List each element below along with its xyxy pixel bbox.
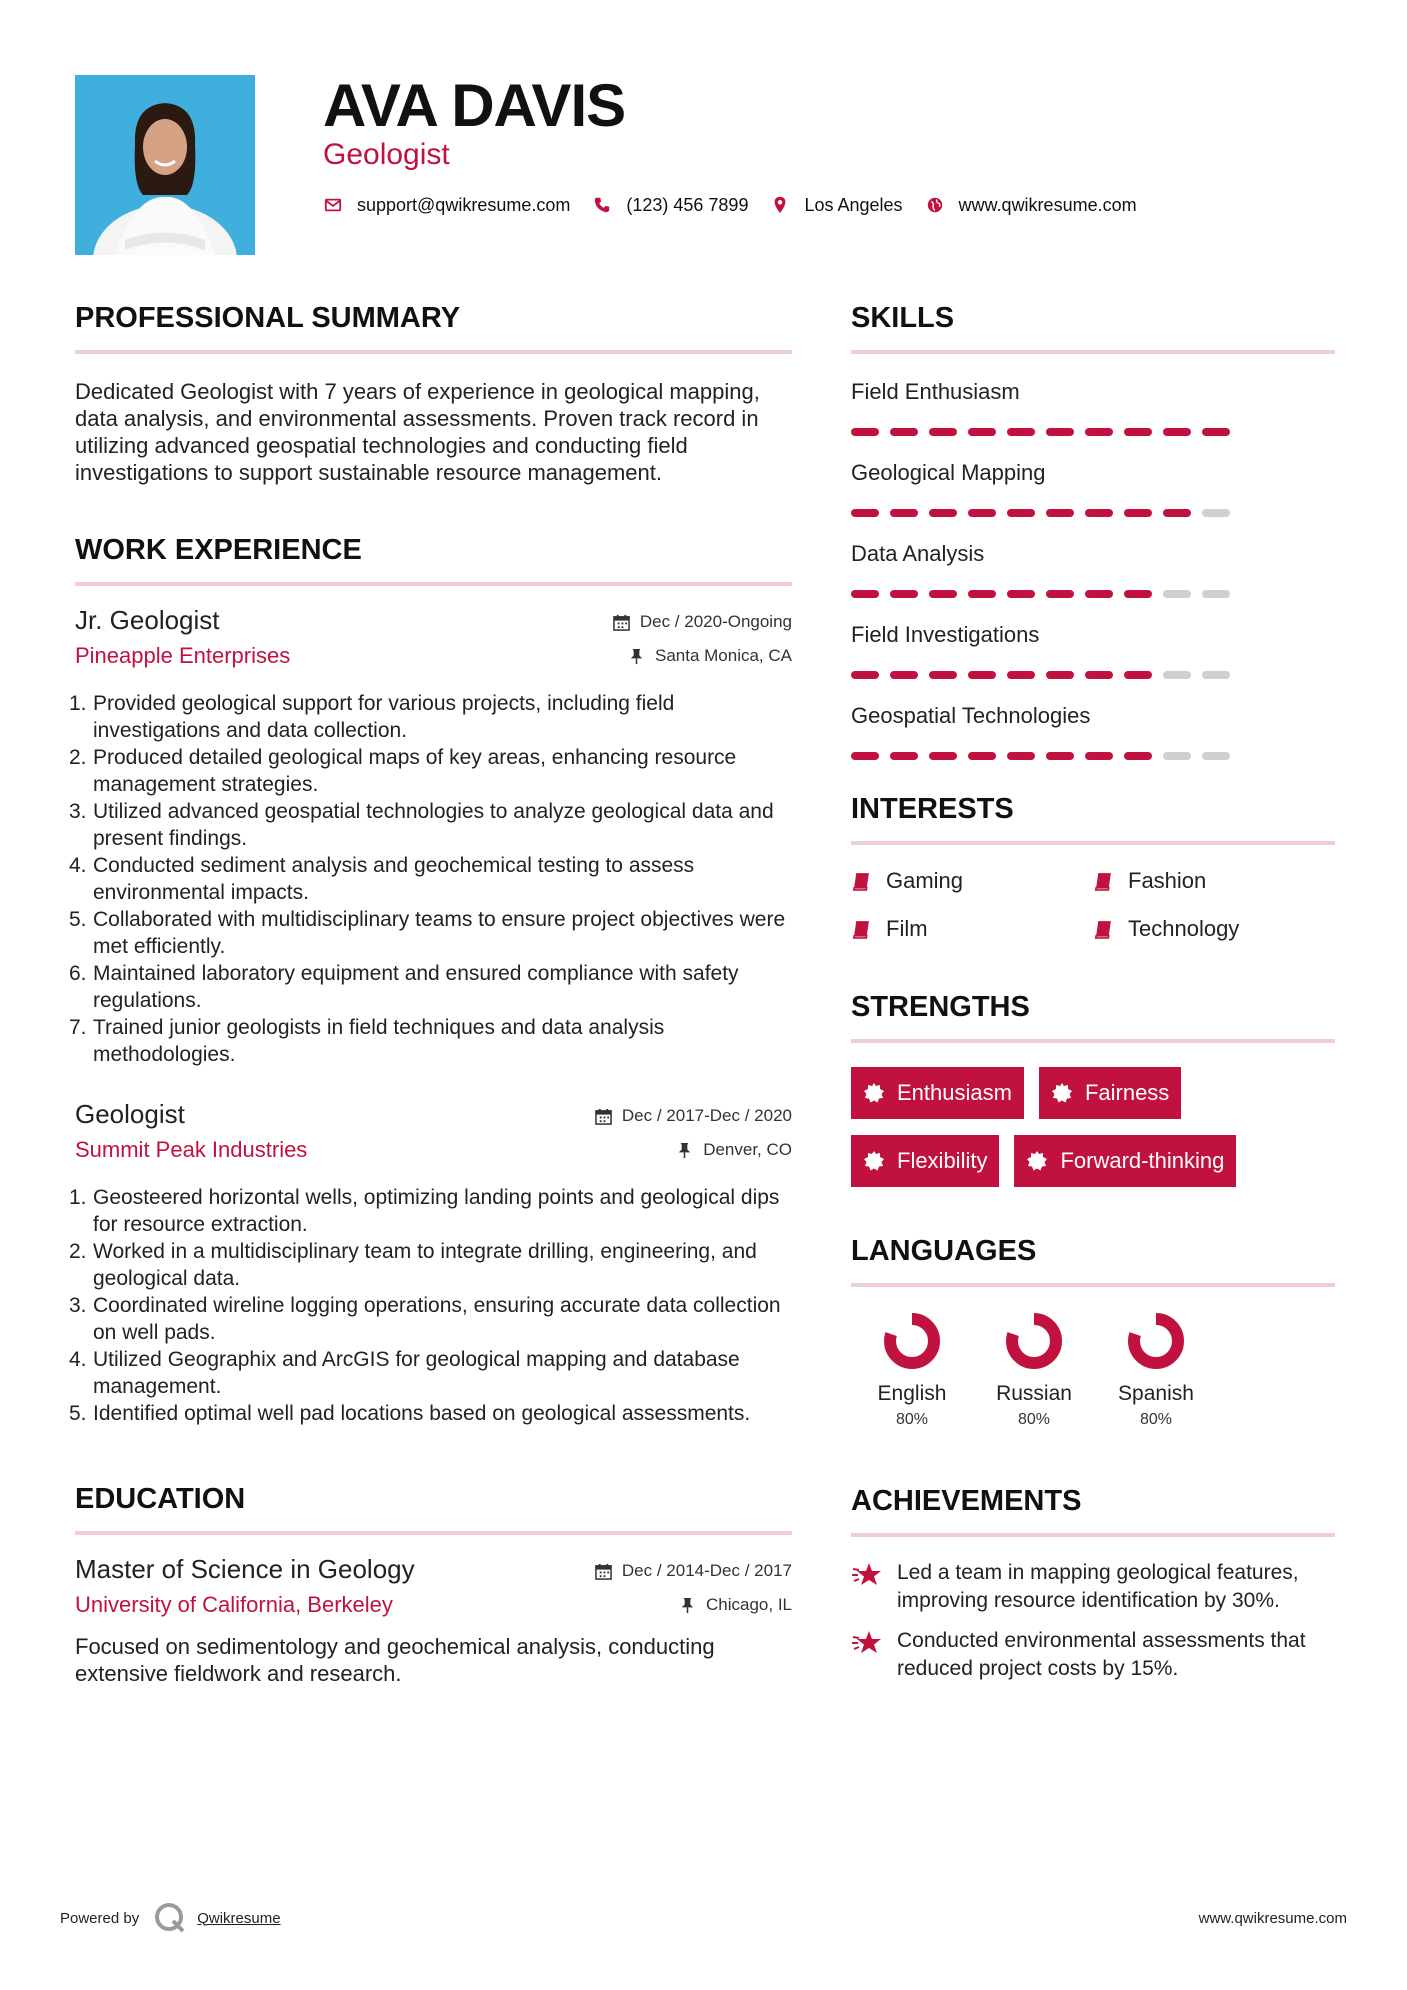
- job-bullets: [69, 1184, 792, 1427]
- skill-segment-filled: [968, 590, 996, 598]
- skill-segment-filled: [890, 752, 918, 760]
- skill-segment-filled: [1046, 590, 1074, 598]
- powered-label: Powered by: [60, 1909, 140, 1927]
- badge-icon: [863, 1082, 885, 1104]
- job-location-text: Santa Monica, CA: [654, 646, 792, 665]
- profile-photo: [75, 75, 255, 255]
- strength-label: Enthusiasm: [897, 1080, 1012, 1105]
- education-date-text: Dec / 2014-Dec / 2017: [621, 1561, 792, 1580]
- job-bullets: [69, 690, 792, 1068]
- bullet-text: Maintained laboratory equipment and ensured compliance with safety regulations.: [93, 962, 739, 1012]
- skill-segment-filled: [968, 428, 996, 436]
- list-item: 7. Trained junior geologists in field techniques and data analysis methodologies.: [75, 1014, 792, 1068]
- skill-segment-filled: [929, 590, 957, 598]
- skill-segment-filled: [1046, 671, 1074, 679]
- book-icon: [1093, 919, 1114, 940]
- contact-email[interactable]: [323, 195, 570, 216]
- skill-segment-filled: [1124, 590, 1152, 598]
- skill-name: Geological Mapping: [851, 460, 1046, 485]
- language-percent: 80%: [1017, 1411, 1051, 1428]
- interest-label: Fashion: [1128, 868, 1207, 893]
- languages-heading: LANGUAGES: [851, 1231, 1335, 1287]
- contact-phone[interactable]: [592, 195, 748, 216]
- summary-section: [75, 298, 792, 486]
- language-name: Spanish: [1118, 1382, 1194, 1405]
- job-date: [595, 1104, 792, 1128]
- achievement-text: Led a team in mapping geological features, improving resource identification by 30%.: [897, 1561, 1299, 1612]
- list-item: 4. Utilized Geographix and ArcGIS for geological mapping and database management.: [75, 1346, 792, 1400]
- job-date-text: Dec / 2017-Dec / 2020: [621, 1106, 792, 1125]
- skill-segment-filled: [851, 428, 879, 436]
- skill-item: [851, 459, 1335, 518]
- interest-item: [851, 915, 1093, 943]
- phone-icon: [592, 195, 612, 215]
- interest-label: Technology: [1128, 916, 1240, 941]
- bullet-text: Utilized advanced geospatial technologies to analyze geological data and present findings.: [93, 800, 774, 850]
- job-company: Pineapple Enterprises: [75, 643, 291, 668]
- contact-bar: [323, 193, 1159, 217]
- list-item: 5. Identified optimal well pad locations based on geological assessments.: [69, 1402, 751, 1425]
- language-ring-icon: [1004, 1311, 1064, 1371]
- skill-segment-filled: [929, 752, 957, 760]
- skill-segment-filled: [890, 428, 918, 436]
- skill-level-bar: [851, 428, 1335, 437]
- school-name: University of California, Berkeley: [75, 1592, 393, 1617]
- skill-segment-filled: [1085, 590, 1113, 598]
- candidate-name: AVA DAVIS: [323, 72, 626, 139]
- phone-text: (123) 456 7899: [626, 194, 749, 215]
- candidate-role: Geologist: [323, 138, 450, 171]
- brand-link[interactable]: Qwikresume: [197, 1909, 281, 1927]
- skill-segment-empty: [1202, 752, 1230, 760]
- skill-segment-filled: [1124, 428, 1152, 436]
- skill-segment-filled: [1007, 671, 1035, 679]
- calendar-icon: [595, 1563, 612, 1580]
- list-item: 5. Collaborated with multidisciplinary teams to ensure project objectives were met efficiently.: [75, 906, 792, 960]
- bullet-text: Collaborated with multidisciplinary teams to ensure project objectives were met efficiently.: [93, 908, 786, 958]
- strengths-list: [851, 1067, 1335, 1203]
- book-icon: [851, 871, 872, 892]
- bullet-text: Conducted sediment analysis and geochemical testing to assess environmental impacts.: [93, 854, 695, 904]
- pushpin-icon: [679, 1597, 696, 1614]
- interests-heading: INTERESTS: [851, 789, 1335, 845]
- skill-level-bar: [851, 671, 1335, 680]
- language-percent: 80%: [895, 1411, 929, 1428]
- list-item: 3. Coordinated wireline logging operations, ensuring accurate data collection on well pads.: [75, 1292, 792, 1346]
- skill-name: Data Analysis: [851, 541, 985, 566]
- interest-item: [1093, 915, 1335, 943]
- education-section: [75, 1479, 792, 1687]
- summary-text: Dedicated Geologist with 7 years of experience in geological mapping, data analysis, and environmental assessments. Proven track record in utilizing advanced geospatial technologies and conducting field investigations to support sustainable resource management.: [75, 379, 760, 485]
- strengths-section: [851, 987, 1335, 1203]
- education-text: Focused on sedimentology and geochemical analysis, conducting extensive fieldwork and research.: [75, 1634, 715, 1686]
- strength-tag: [1014, 1135, 1236, 1187]
- strength-label: Forward-thinking: [1060, 1148, 1225, 1173]
- skill-segment-empty: [1163, 590, 1191, 598]
- bullet-text: Coordinated wireline logging operations, ensuring accurate data collection on well pads.: [93, 1294, 781, 1344]
- job-location: [676, 1138, 792, 1162]
- degree-title: Master of Science in Geology: [75, 1554, 415, 1584]
- list-item: 4. Conducted sediment analysis and geochemical testing to assess environmental impacts.: [75, 852, 792, 906]
- skill-item: [851, 378, 1335, 437]
- left-column: [69, 298, 792, 1687]
- skill-name: Field Investigations: [851, 622, 1040, 647]
- skill-segment-empty: [1202, 509, 1230, 517]
- languages-section: [851, 1231, 1335, 1429]
- achievement-item: [851, 1627, 1335, 1683]
- job-title: Jr. Geologist: [75, 605, 220, 635]
- skill-segment-filled: [1046, 428, 1074, 436]
- interest-label: Film: [886, 916, 928, 941]
- interest-label: Gaming: [886, 868, 964, 893]
- skill-item: [851, 540, 1335, 599]
- pushpin-icon: [676, 1142, 693, 1159]
- languages-list: [851, 1311, 1335, 1429]
- list-item: 2. Worked in a multidisciplinary team to integrate drilling, engineering, and geological data.: [75, 1238, 792, 1292]
- strength-tag: [1039, 1067, 1181, 1119]
- strength-tag: [851, 1067, 1024, 1119]
- skill-segment-filled: [1163, 428, 1191, 436]
- bullet-text: Provided geological support for various projects, including field investigations and data collection.: [93, 692, 675, 742]
- bullet-text: Worked in a multidisciplinary team to integrate drilling, engineering, and geological data.: [93, 1240, 757, 1290]
- achievements-section: [851, 1481, 1335, 1683]
- list-item: 3. Utilized advanced geospatial technologies to analyze geological data and present findings.: [75, 798, 792, 852]
- language-percent: 80%: [1139, 1411, 1173, 1428]
- badge-icon: [1051, 1082, 1073, 1104]
- education-date: [595, 1559, 792, 1583]
- skill-segment-filled: [1202, 428, 1230, 436]
- envelope-icon: [323, 195, 343, 215]
- language-item: [1095, 1311, 1217, 1429]
- job-title: Geologist: [75, 1099, 185, 1129]
- skills-heading: SKILLS: [851, 298, 1335, 354]
- skill-segment-filled: [1007, 509, 1035, 517]
- powered-by: [60, 1901, 281, 1935]
- list-item: 2. Produced detailed geological maps of key areas, enhancing resource management strategies.: [75, 744, 792, 798]
- skill-segment-filled: [1124, 509, 1152, 517]
- footer-url[interactable]: www.qwikresume.com: [1198, 1909, 1347, 1927]
- strength-label: Flexibility: [897, 1148, 988, 1173]
- job-entry: [69, 604, 792, 1068]
- skill-segment-filled: [968, 671, 996, 679]
- skill-segment-empty: [1163, 752, 1191, 760]
- skill-level-bar: [851, 752, 1335, 761]
- right-column: [851, 298, 1335, 1695]
- skill-segment-filled: [968, 752, 996, 760]
- skill-segment-filled: [1163, 509, 1191, 517]
- badge-icon: [863, 1150, 885, 1172]
- strength-tag: [851, 1135, 999, 1187]
- skill-segment-filled: [1085, 752, 1113, 760]
- language-name: Russian: [996, 1382, 1072, 1405]
- skill-segment-filled: [1046, 752, 1074, 760]
- bullet-text: Geosteered horizontal wells, optimizing landing points and geological dips for resource extraction.: [93, 1186, 780, 1236]
- list-item: 6. Maintained laboratory equipment and ensured compliance with safety regulations.: [75, 960, 792, 1014]
- skill-segment-filled: [968, 509, 996, 517]
- website-text: www.qwikresume.com: [958, 194, 1137, 215]
- language-item: [973, 1311, 1095, 1429]
- skill-segment-filled: [1046, 509, 1074, 517]
- list-item: 1. Provided geological support for various projects, including field investigations and data collection.: [75, 690, 792, 744]
- strengths-heading: STRENGTHS: [851, 987, 1335, 1043]
- trophy-star-icon: [851, 1561, 885, 1591]
- experience-section: [69, 530, 792, 1427]
- location-text: Los Angeles: [804, 194, 903, 215]
- bullet-text: Utilized Geographix and ArcGIS for geological mapping and database management.: [93, 1348, 740, 1398]
- skill-segment-filled: [1007, 590, 1035, 598]
- pushpin-icon: [628, 648, 645, 665]
- skills-list: [851, 378, 1335, 761]
- job-entry: [69, 1098, 792, 1427]
- skill-name: Geospatial Technologies: [851, 703, 1091, 728]
- strength-label: Fairness: [1084, 1080, 1170, 1105]
- calendar-icon: [595, 1108, 612, 1125]
- skill-level-bar: [851, 509, 1335, 518]
- skill-segment-filled: [851, 671, 879, 679]
- summary-heading: PROFESSIONAL SUMMARY: [75, 298, 792, 354]
- skill-segment-filled: [1085, 509, 1113, 517]
- bullet-text: Trained junior geologists in field techniques and data analysis methodologies.: [93, 1016, 665, 1066]
- email-text: support@qwikresume.com: [357, 194, 571, 215]
- job-date-text: Dec / 2020-Ongoing: [639, 612, 792, 631]
- job-company: Summit Peak Industries: [75, 1137, 308, 1162]
- skill-segment-filled: [890, 671, 918, 679]
- contact-location: [770, 195, 902, 216]
- book-icon: [1093, 871, 1114, 892]
- skill-segment-filled: [851, 590, 879, 598]
- skill-segment-filled: [890, 590, 918, 598]
- calendar-icon: [613, 614, 630, 631]
- interests-list: [851, 867, 1335, 943]
- job-date: [613, 610, 792, 634]
- qwikresume-logo-icon: [153, 1901, 187, 1935]
- list-item: 1. Geosteered horizontal wells, optimizing landing points and geological dips for resource extraction.: [75, 1184, 792, 1238]
- language-ring-icon: [1126, 1311, 1186, 1371]
- language-item: [851, 1311, 973, 1429]
- map-pin-icon: [770, 195, 790, 215]
- skill-segment-filled: [890, 509, 918, 517]
- interest-item: [1093, 867, 1335, 895]
- job-location: [628, 644, 792, 668]
- skill-segment-filled: [929, 671, 957, 679]
- job-location-text: Denver, CO: [703, 1140, 792, 1159]
- skill-name: Field Enthusiasm: [851, 379, 1020, 404]
- skill-segment-filled: [929, 428, 957, 436]
- achievement-text: Conducted environmental assessments that reduced project costs by 15%.: [897, 1629, 1306, 1680]
- skill-item: [851, 702, 1335, 761]
- skill-segment-empty: [1202, 590, 1230, 598]
- experience-heading: WORK EXPERIENCE: [75, 530, 792, 586]
- education-location: [679, 1593, 792, 1617]
- language-ring-icon: [882, 1311, 942, 1371]
- interest-item: [851, 867, 1093, 895]
- skill-segment-filled: [1007, 752, 1035, 760]
- page-footer: [60, 1898, 1347, 1938]
- contact-website[interactable]: [925, 195, 1137, 216]
- achievements-heading: ACHIEVEMENTS: [851, 1481, 1335, 1537]
- skill-segment-filled: [851, 752, 879, 760]
- skill-segment-filled: [1007, 428, 1035, 436]
- skill-segment-filled: [1085, 428, 1113, 436]
- bullet-text: Identified optimal well pad locations based on geological assessments.: [93, 1402, 751, 1425]
- skill-segment-filled: [1124, 752, 1152, 760]
- skill-item: [851, 621, 1335, 680]
- skill-segment-filled: [1124, 671, 1152, 679]
- education-location-text: Chicago, IL: [706, 1595, 792, 1614]
- achievement-item: [851, 1559, 1335, 1615]
- skill-segment-filled: [1085, 671, 1113, 679]
- skill-segment-filled: [929, 509, 957, 517]
- skill-segment-empty: [1202, 671, 1230, 679]
- education-heading: EDUCATION: [75, 1479, 792, 1535]
- skill-segment-filled: [851, 509, 879, 517]
- skill-level-bar: [851, 590, 1335, 599]
- skills-section: [851, 298, 1335, 761]
- badge-icon: [1026, 1150, 1048, 1172]
- trophy-star-icon: [851, 1629, 885, 1659]
- bullet-text: Produced detailed geological maps of key areas, enhancing resource management strategies.: [93, 746, 737, 796]
- portrait-image: [75, 75, 255, 255]
- skill-segment-empty: [1163, 671, 1191, 679]
- language-name: English: [877, 1382, 947, 1405]
- interests-section: [851, 789, 1335, 943]
- book-icon: [851, 919, 872, 940]
- globe-icon: [925, 195, 945, 215]
